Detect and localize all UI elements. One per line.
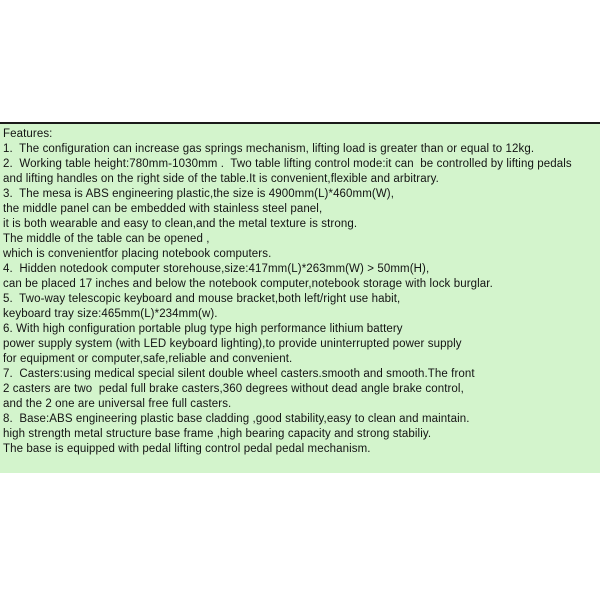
- feature-line-0: Features:: [3, 128, 53, 140]
- feature-line-13: 6. With high configuration portable plug type high performance lithium battery: [3, 323, 403, 335]
- feature-line-11: 5. Two-way telescopic keyboard and mouse bracket,both left/right use habit,: [3, 293, 401, 305]
- feature-line-10: can be placed 17 inches and below the notebook computer,notebook storage with lock burglar.: [3, 278, 493, 290]
- feature-line-21: The base is equipped with pedal lifting control pedal pedal mechanism.: [3, 443, 371, 455]
- feature-line-18: and the 2 one are universal free full casters.: [3, 398, 232, 410]
- features-panel: [0, 122, 600, 473]
- feature-line-20: high strength metal structure base frame ,high bearing capacity and strong stabiliy.: [3, 428, 432, 440]
- feature-line-4: 3. The mesa is ABS engineering plastic,the size is 4900mm(L)*460mm(W),: [3, 188, 395, 200]
- feature-line-6: it is both wearable and easy to clean,and the metal texture is strong.: [3, 218, 358, 230]
- feature-line-1: 1. The configuration can increase gas springs mechanism, lifting load is greater than or equal to 12kg.: [3, 143, 535, 155]
- feature-line-2: 2. Working table height:780mm-1030mm . Two table lifting control mode:it can be controlled by lifting pedals: [3, 158, 572, 170]
- feature-line-9: 4. Hidden notedook computer storehouse,size:417mm(L)*263mm(W) > 50mm(H),: [3, 263, 430, 275]
- feature-line-19: 8. Base:ABS engineering plastic base cladding ,good stability,easy to clean and maintain.: [3, 413, 470, 425]
- feature-line-12: keyboard tray size:465mm(L)*234mm(w).: [3, 308, 218, 320]
- feature-line-7: The middle of the table can be opened ,: [3, 233, 210, 245]
- feature-line-17: 2 casters are two pedal full brake casters,360 degrees without dead angle brake control,: [3, 383, 464, 395]
- feature-line-8: which is convenientfor placing notebook computers.: [3, 248, 272, 260]
- feature-line-5: the middle panel can be embedded with stainless steel panel,: [3, 203, 323, 215]
- feature-line-14: power supply system (with LED keyboard lighting),to provide uninterrupted power supply: [3, 338, 462, 350]
- feature-line-16: 7. Casters:using medical special silent double wheel casters.smooth and smooth.The front: [3, 368, 475, 380]
- feature-line-3: and lifting handles on the right side of the table.It is convenient,flexible and arbitrary.: [3, 173, 439, 185]
- features-lines-container: [3, 127, 596, 457]
- feature-line-15: for equipment or computer,safe,reliable and convenient.: [3, 353, 293, 365]
